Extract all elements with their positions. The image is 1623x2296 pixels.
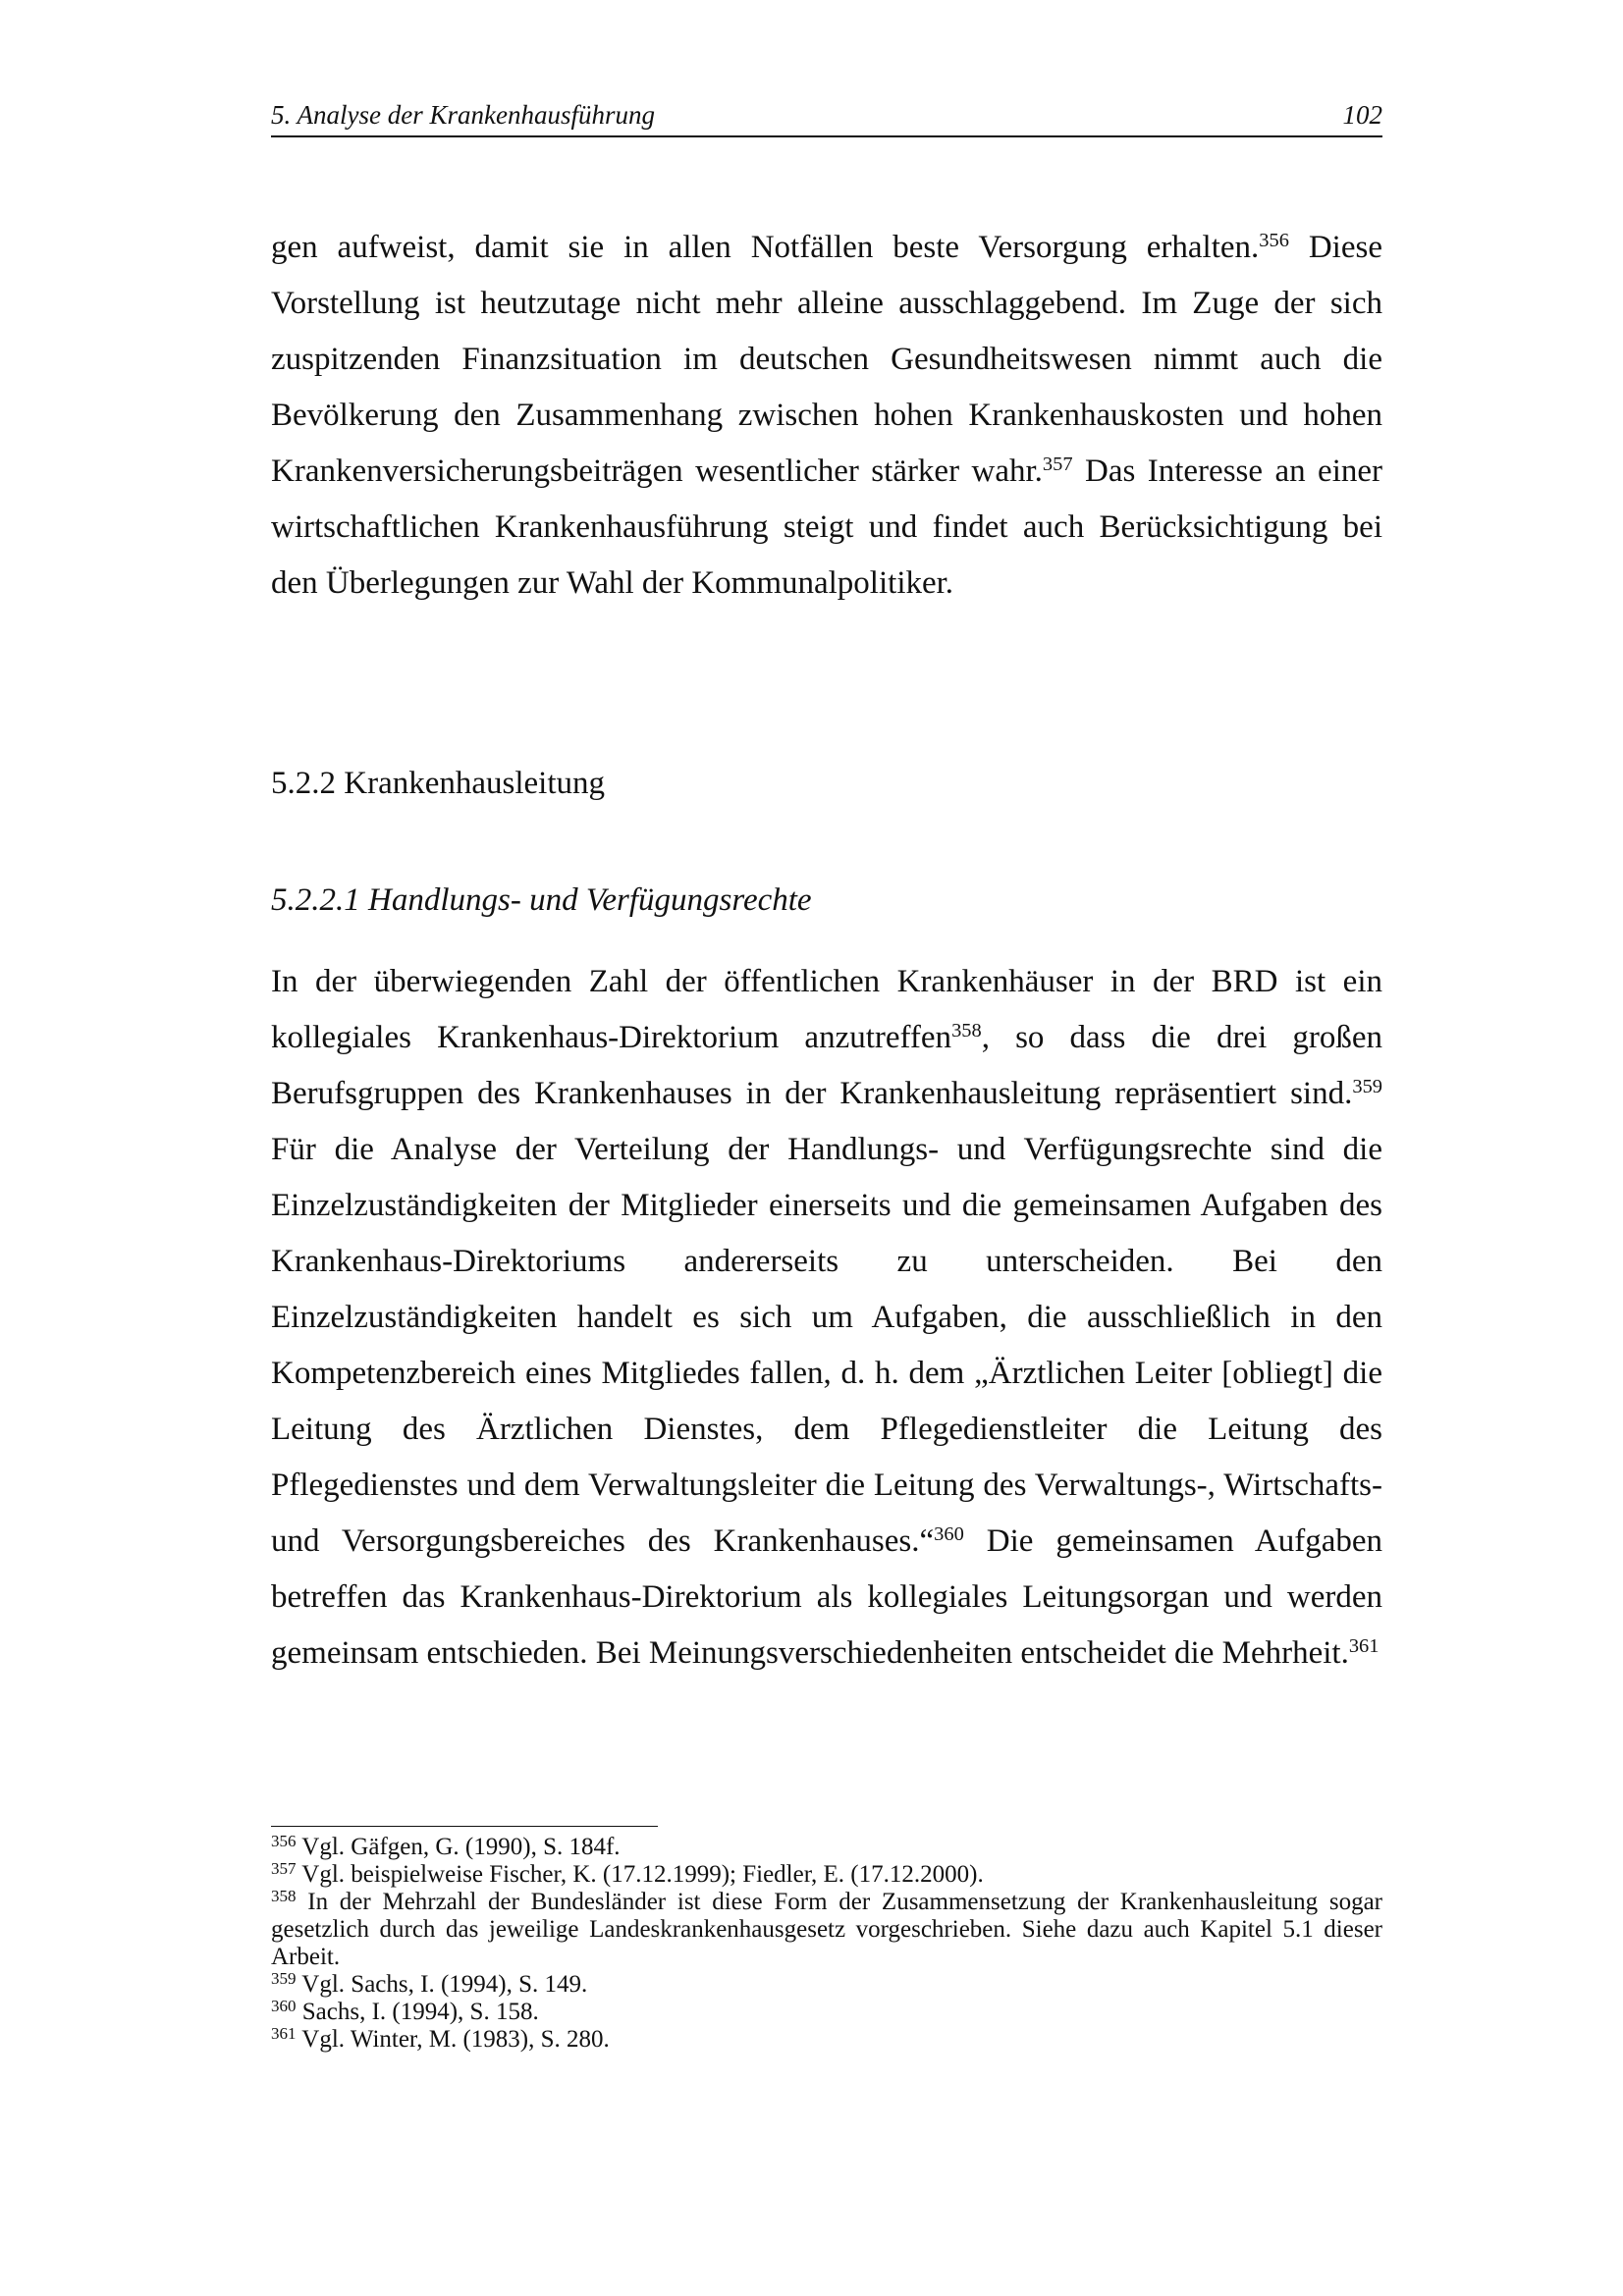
running-header (271, 98, 1382, 137)
footnote-357 (271, 1858, 1382, 1889)
footnote-ref-358[interactable]: 358 (951, 1019, 982, 1041)
paragraph-text: Die gemeinsamen Aufgaben betreffen das Krankenhaus-Direktorium als kollegiales Leitungsorgan und werden gemeinsam entschieden. Bei Meinungsverschiedenheiten entscheidet die Mehrheit. (271, 1523, 1382, 1671)
footnote-358 (271, 1886, 1382, 1971)
paragraph-text: Für die Analyse der Verteilung der Handlungs- und Verfügungsrechte sind die Einzelzuständigkeiten der Mitglieder einerseits und die gemeinsamen Aufgaben des Krankenhaus-Direktoriums andererseits zu unterscheiden. Bei den Einzelzuständigkeiten handelt es sich um Aufgaben, die ausschließlich in den Kompetenzbereich eines Mitgliedes fallen, d. h. dem „Ärztlichen Leiter [obliegt] die Leitung des Ärztlichen Dienstes, dem Pflegedienstleiter die Leitung des Pflegedienstes und dem Verwaltungsleiter die Leitung des Verwaltungs-, Wirtschafts- und Versorgungsbereiches des Krankenhauses.“ (271, 1132, 1382, 1559)
footnote-text: In der Mehrzahl der Bundesländer ist diese Form der Zusammensetzung der Krankenhausleitung sogar gesetzlich durch das jeweilige Landeskrankenhausgesetz vorgeschrieben. Siehe dazu auch Kapitel 5.1 dieser Arbeit. (271, 1889, 1382, 1970)
section-heading: 5.2.2 Krankenhausleitung (271, 766, 606, 801)
paragraph-text: Diese Vorstellung ist heutzutage nicht mehr alleine ausschlaggebend. Im Zuge der sich zuspitzenden Finanzsituation im deutschen Gesundheitswesen nimmt auch die Bevölkerung den Zusammenhang zwischen hohen Krankenhauskosten und hohen Krankenversicherungsbeiträgen wesentlicher stärker wahr. (271, 230, 1382, 489)
footnote-text: Vgl. Sachs, I. (1994), S. 149. (296, 1971, 588, 1998)
footnote-number: 356 (271, 1831, 297, 1850)
footnote-360 (271, 1996, 1382, 2026)
footnote-number: 358 (271, 1886, 297, 1905)
footnote-ref-359[interactable]: 359 (1352, 1075, 1382, 1097)
footnote-separator (271, 1826, 658, 1827)
paragraph-text: , so dass die drei großen Berufsgruppen des Krankenhauses in der Krankenhausleitung repräsentiert sind. (271, 1020, 1383, 1111)
paragraph-text: In der überwiegenden Zahl der öffentlichen Krankenhäuser in der BRD ist ein kollegiales Krankenhaus-Direktorium anzutreffen (271, 964, 1382, 1055)
footnote-number: 359 (271, 1968, 297, 1988)
footnote-text: Vgl. Winter, M. (1983), S. 280. (296, 2026, 610, 2053)
body-paragraph-1 (271, 220, 1382, 612)
footnote-number: 357 (271, 1858, 297, 1878)
subsection-heading: 5.2.2.1 Handlungs- und Verfügungsrechte (271, 882, 812, 918)
page-number: 102 (1342, 100, 1382, 130)
footnote-359 (271, 1968, 1382, 1999)
paragraph-text: Das Interesse an einer wirtschaftlichen Krankenhausführung steigt und findet auch Berücksichtigung bei den Überlegungen zur Wahl der Kommunalpolitiker. (271, 454, 1382, 601)
footnote-text: Sachs, I. (1994), S. 158. (296, 1999, 539, 2025)
footnote-ref-357[interactable]: 357 (1042, 453, 1073, 475)
footnote-text: Vgl. Gäfgen, G. (1990), S. 184f. (296, 1834, 621, 1860)
footnote-356 (271, 1831, 1382, 1861)
footnote-ref-361[interactable]: 361 (1348, 1634, 1380, 1657)
footnote-361 (271, 2023, 1382, 2054)
body-paragraph-2 (271, 954, 1382, 1682)
footnote-text: Vgl. beispielweise Fischer, K. (17.12.1999); Fiedler, E. (17.12.2000). (296, 1861, 984, 1888)
paragraph-text: gen aufweist, damit sie in allen Notfällen beste Versorgung erhalten. (271, 230, 1260, 265)
footnotes (271, 1831, 1382, 2054)
footnote-ref-356[interactable]: 356 (1259, 229, 1289, 251)
footnote-number: 360 (271, 1996, 297, 2015)
footnote-number: 361 (271, 2023, 297, 2043)
footnote-ref-360[interactable]: 360 (934, 1522, 964, 1545)
header-title: 5. Analyse der Krankenhausführung (271, 100, 655, 130)
